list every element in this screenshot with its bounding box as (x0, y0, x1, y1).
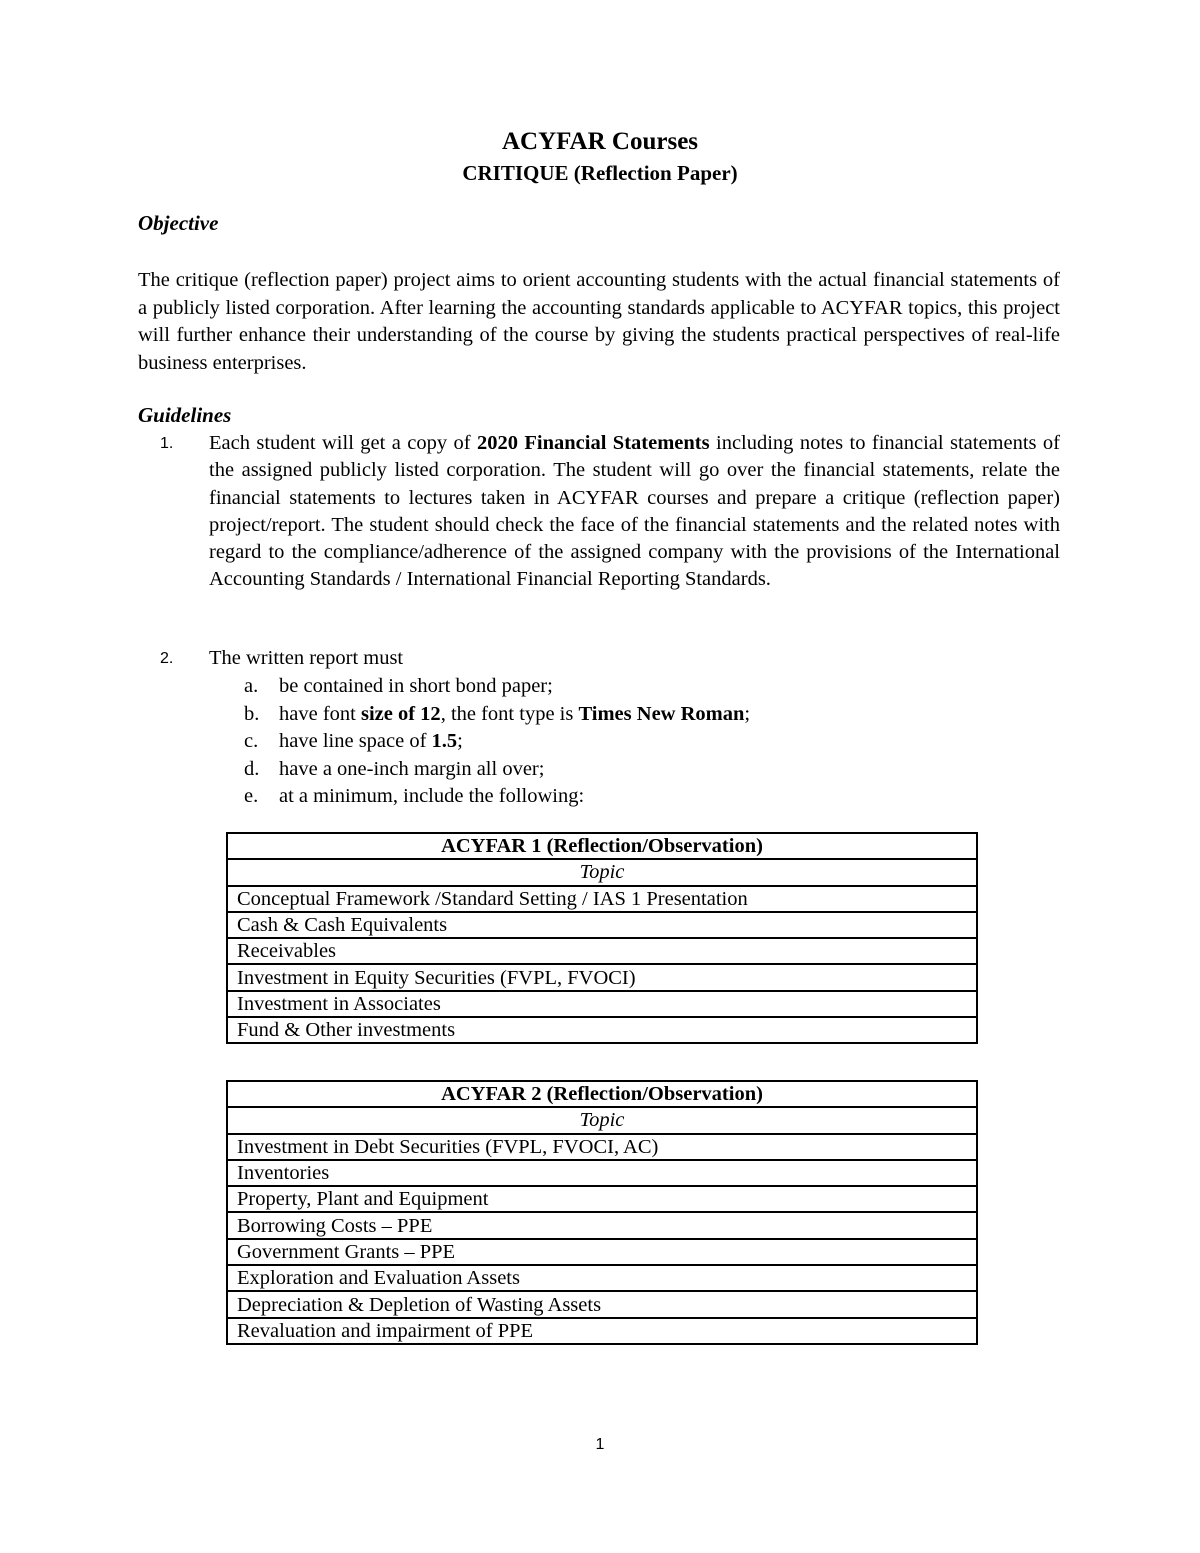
table-header-row (227, 833, 977, 859)
table-cell: Fund & Other investments (227, 1017, 977, 1043)
text-part: ; (457, 730, 463, 752)
text-part: , the font type is (440, 702, 579, 725)
table-cell: Property, Plant and Equipment (227, 1186, 977, 1212)
table-cell: Borrowing Costs – PPE (227, 1212, 977, 1238)
table-cell: Revaluation and impairment of PPE (227, 1318, 977, 1344)
table-subheader-row (227, 859, 977, 885)
table-row (227, 1186, 977, 1212)
table-row (227, 938, 977, 964)
text-part: ; (744, 702, 751, 725)
acyfar-1-topics-table (226, 832, 978, 1044)
table-row (227, 1017, 977, 1043)
table-cell: Depreciation & Depletion of Wasting Assets (227, 1291, 977, 1317)
table-row (227, 1318, 977, 1344)
objective-paragraph: The critique (reflection paper) project aims to orient accounting students with the actual financial statements of a publicly listed corporation. After learning the accounting standards applicable to ACYFAR topics, this project will further enhance their understanding of the course by giving the students practical perspectives of real-life business enterprises. (138, 269, 1060, 374)
table-cell: Conceptual Framework /Standard Setting / IAS 1 Presentation (227, 886, 977, 912)
table-row (227, 1160, 977, 1186)
table-cell: Inventories (227, 1160, 977, 1186)
table-row (227, 1134, 977, 1160)
document-title: ACYFAR Courses (501, 128, 699, 155)
list-letter: b. (244, 702, 260, 725)
document-subtitle: CRITIQUE (Reflection Paper) (462, 161, 738, 185)
acyfar-2-topics-table (226, 1080, 978, 1345)
guideline-number: 1. (160, 435, 174, 452)
table-row (227, 1265, 977, 1291)
table-cell: Government Grants – PPE (227, 1239, 977, 1265)
guideline-text (209, 430, 1060, 594)
table-header: ACYFAR 1 (Reflection/Observation) (227, 833, 977, 859)
table-cell: Investment in Debt Securities (FVPL, FVOCI, AC) (227, 1134, 977, 1160)
table-row (227, 991, 977, 1017)
table-cell: Investment in Equity Securities (FVPL, FVOCI) (227, 964, 977, 990)
guidelines-heading: Guidelines (138, 403, 232, 427)
table-subheader-row (227, 1107, 977, 1133)
list-letter: a. (244, 675, 259, 697)
bold-text: Times New Roman (578, 702, 745, 725)
table-row (227, 912, 977, 938)
table-header-row (227, 1081, 977, 1107)
table-subheader: Topic (227, 859, 977, 885)
guideline-bold-text: 2020 Financial Statements (476, 432, 710, 454)
guideline-text-part: Each student will get a copy of (209, 432, 477, 454)
objective-heading: Objective (138, 211, 219, 235)
bold-text: size of 12 (360, 702, 441, 725)
table-row (227, 886, 977, 912)
table-row (227, 1212, 977, 1238)
text-part: have font (279, 702, 361, 725)
list-item-text: at a minimum, include the following: (279, 785, 585, 807)
list-letter: c. (244, 730, 259, 752)
guideline-text: The written report must (209, 647, 404, 669)
table-row (227, 964, 977, 990)
list-item-text: be contained in short bond paper; (279, 675, 553, 697)
guideline-item-2 (138, 645, 1060, 672)
guideline-text-part: including notes to financial statements of the assigned publicly listed corporation. The student will go over the financial statements, relate the financial statements to lectures taken in ACYFAR courses and prepare a critique (reflection paper) project/report. The student should check the face of the financial statements and the related notes with regard to the compliance/adherence of the assigned company with the provisions of the International Accounting Standards / International Financial Reporting Standards. (209, 432, 1060, 591)
list-item-text (279, 701, 750, 729)
table-row (227, 1291, 977, 1317)
table-row (227, 1239, 977, 1265)
guideline-number: 2. (160, 650, 174, 667)
guideline-item-1 (138, 430, 1060, 594)
table-cell: Receivables (227, 938, 977, 964)
text-part: have line space of (279, 730, 432, 752)
list-item-text: have a one-inch margin all over; (279, 757, 545, 780)
table-cell: Cash & Cash Equivalents (227, 912, 977, 938)
bold-text: 1.5 (431, 730, 458, 752)
table-header: ACYFAR 2 (Reflection/Observation) (227, 1081, 977, 1107)
list-letter: d. (244, 757, 260, 780)
list-letter: e. (244, 785, 259, 807)
table-subheader: Topic (227, 1107, 977, 1133)
list-item-text (279, 728, 463, 756)
table-cell: Exploration and Evaluation Assets (227, 1265, 977, 1291)
table-cell: Investment in Associates (227, 991, 977, 1017)
page-number: 1 (595, 1436, 605, 1453)
